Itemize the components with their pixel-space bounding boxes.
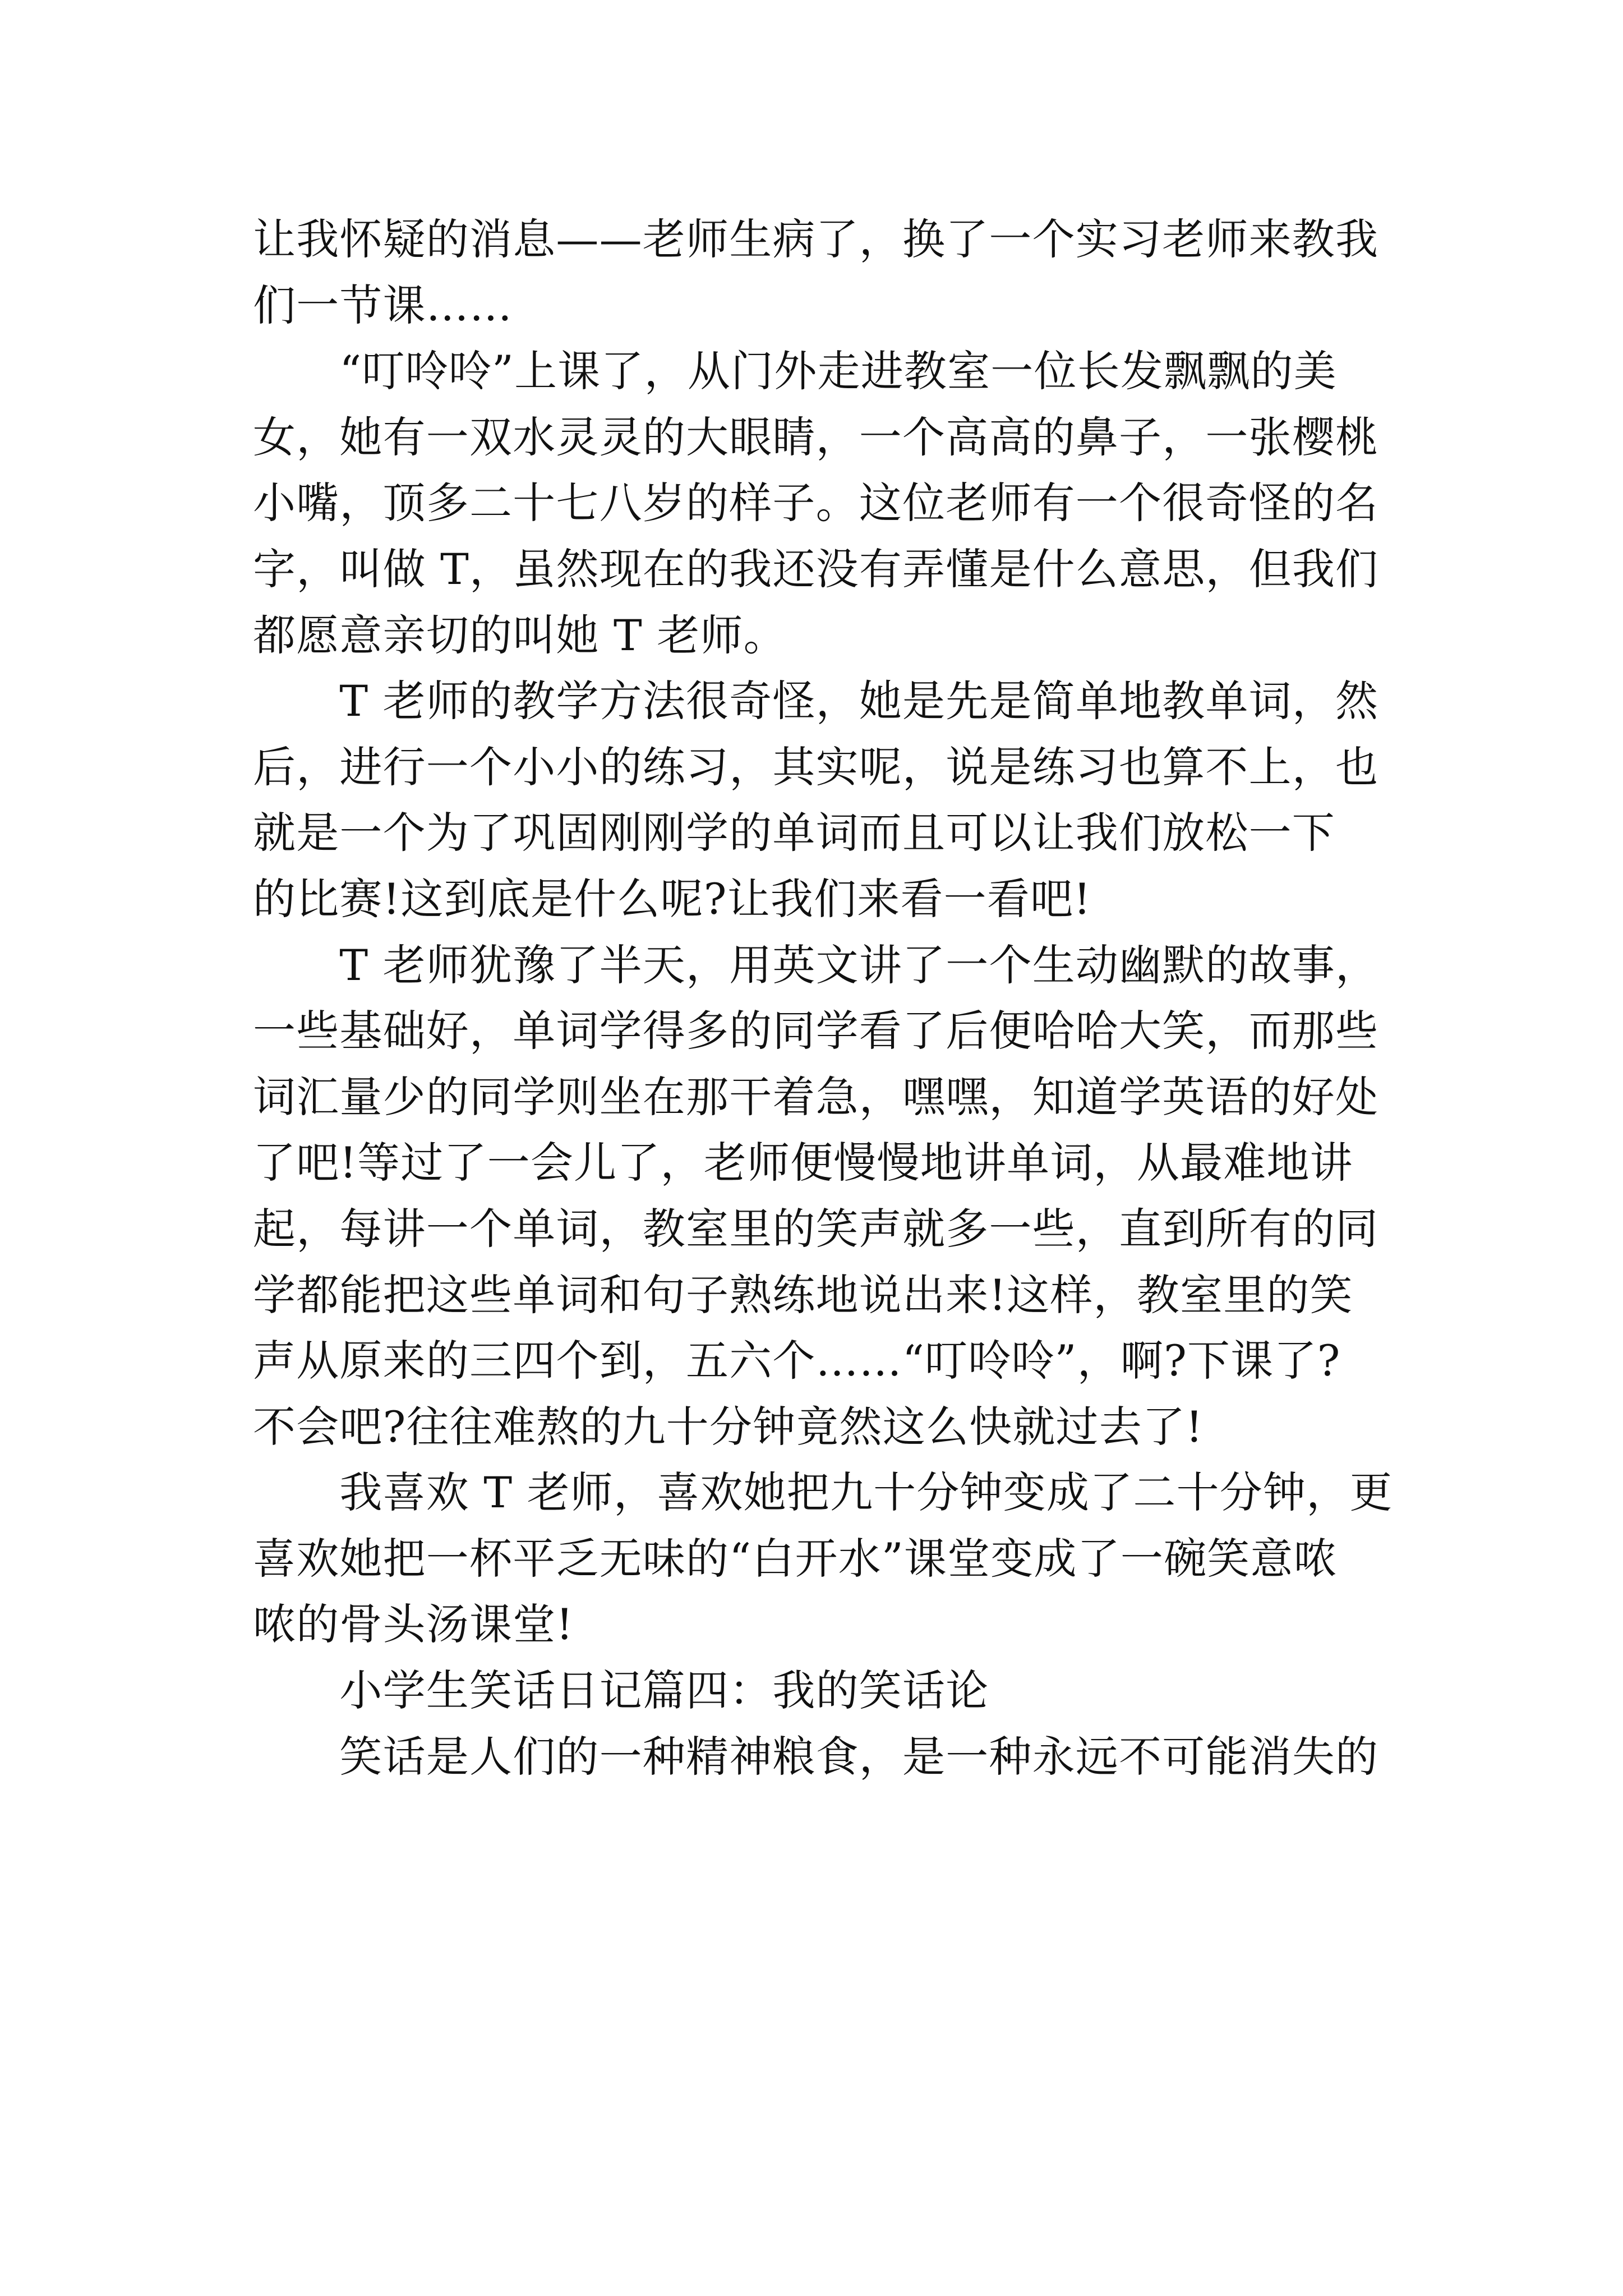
- text-line: 们一节课……: [253, 280, 513, 330]
- text-line: 了吧!等过了一会儿了，老师便慢慢地讲单词，从最难地讲: [253, 1138, 1353, 1188]
- text-line: “叮呤呤”上课了，从门外走进教室一位长发飘飘的美: [253, 346, 1337, 397]
- text-line: 一些基础好，单词学得多的同学看了后便哈哈大笑，而那些: [253, 1006, 1379, 1056]
- text-line: 喜欢她把一杯平乏无味的“白开水”课堂变成了一碗笑意哝: [253, 1533, 1337, 1584]
- body-text: [253, 206, 1393, 1789]
- text-line: 小嘴，顶多二十七八岁的样子。这位老师有一个很奇怪的名: [253, 478, 1379, 528]
- section-heading: 小学生笑话日记篇四：我的笑话论: [253, 1665, 989, 1716]
- text-line: 笑话是人们的一种精神粮食，是一种永远不可能消失的: [253, 1731, 1379, 1782]
- text-line: 让我怀疑的消息——老师生病了，换了一个实习老师来教我: [253, 214, 1379, 264]
- text-line: 不会吧?往往难熬的九十分钟竟然这么快就过去了!: [253, 1401, 1204, 1452]
- text-line: 就是一个为了巩固刚刚学的单词而且可以让我们放松一下: [253, 808, 1335, 858]
- text-line: 起，每讲一个单词，教室里的笑声就多一些，直到所有的同: [253, 1203, 1379, 1254]
- text-line: 学都能把这些单词和句子熟练地说出来!这样，教室里的笑: [253, 1269, 1353, 1320]
- text-line: 哝的骨头汤课堂!: [253, 1599, 574, 1650]
- text-line: 女，她有一双水灵灵的大眼睛，一个高高的鼻子，一张樱桃: [253, 412, 1379, 462]
- text-line: 字，叫做 T，虽然现在的我还没有弄懂是什么意思，但我们: [253, 544, 1379, 594]
- text-line: 后，进行一个小小的练习，其实呢，说是练习也算不上，也: [253, 742, 1379, 792]
- text-line: 都愿意亲切的叫她 T 老师。: [253, 610, 787, 660]
- text-line: 的比赛!这到底是什么呢?让我们来看一看吧!: [253, 873, 1092, 924]
- text-line: 声从原来的三四个到，五六个……“叮呤呤”，啊?下课了?: [253, 1336, 1341, 1386]
- text-line: T 老师犹豫了半天，用英文讲了一个生动幽默的故事，: [253, 940, 1379, 990]
- text-line: T 老师的教学方法很奇怪，她是先是简单地教单词，然: [253, 676, 1379, 726]
- text-line: 词汇量少的同学则坐在那干着急，嘿嘿，知道学英语的好处: [253, 1071, 1379, 1122]
- text-line: 我喜欢 T 老师，喜欢她把九十分钟变成了二十分钟，更: [253, 1467, 1393, 1518]
